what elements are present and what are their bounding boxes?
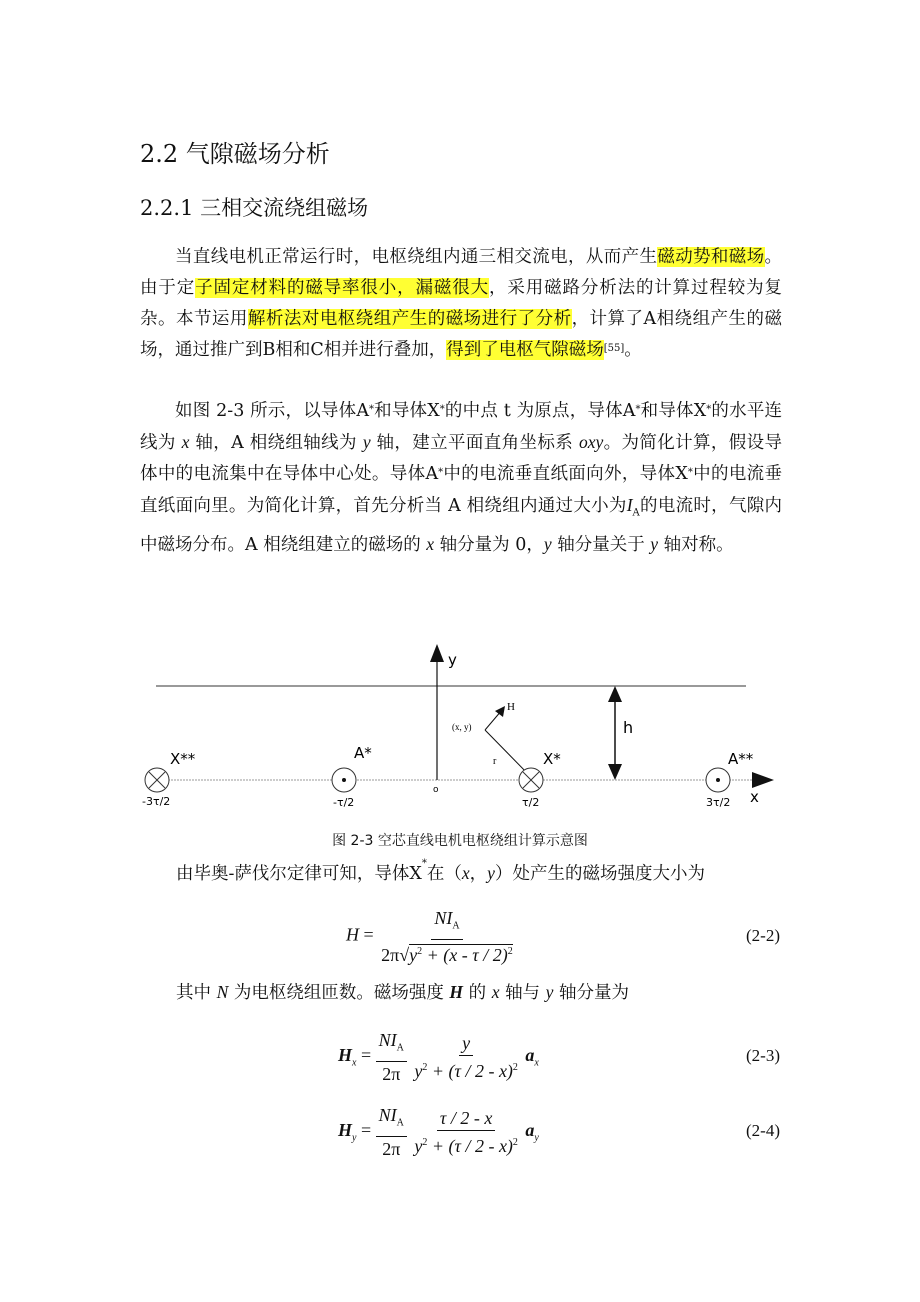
point-label: (x, y) [452, 722, 472, 732]
conductor-A-double-star [706, 750, 754, 809]
x-axis-arrow [752, 772, 774, 788]
subsection-title: 2.2.1 三相交流绕组磁场 [140, 196, 369, 220]
highlight-4: 得到了电枢气隙磁场 [446, 340, 604, 360]
svg-text:X**: X** [170, 750, 196, 768]
paragraph-1: 当直线电机正常运行时，电枢绕组内通三相交流电，从而产生磁动势和磁场。由于定子固定材料的磁导率很小，漏磁很大，采用磁路分析法的计算过程较为复杂。本节运用解析法对电枢绕组产生的磁场进行了分析，计算了A相绕组产生的磁场，通过推广到B相和C相并进行叠加，得到了电枢气隙磁场[55]。 [140, 247, 783, 360]
highlight-3: 解析法对电枢绕组产生的磁场进行了分析 [247, 309, 572, 329]
r-label: r [493, 756, 497, 767]
components-line: 其中 N 为电枢绕组匝数。磁场强度 H 的 x 轴与 y 轴分量为 [176, 982, 629, 1003]
equation-2-4: $H_y$ = $\frac{NI_A}{2\pi}$ $\frac{\tau / 2 - x}{y^2 + (\tau / 2 - x)^2}$ $a_y$ [338, 1105, 539, 1159]
highlight-2: 子固定材料的磁导率很小，漏磁很大 [195, 278, 489, 298]
h-arrow-bottom [608, 764, 622, 780]
equation-number-2-3: (2-3) [746, 1046, 780, 1065]
y-axis-arrow [430, 644, 444, 662]
equation-number-2-4: (2-4) [746, 1121, 780, 1140]
svg-text:τ/2: τ/2 [522, 796, 540, 809]
equation-2-3: $H_x$ = $\frac{NI_A}{2\pi}$ $\frac{y}{y^2 + (\tau / 2 - x)^2}$ $a_x$ [338, 1030, 539, 1084]
origin-label: o [433, 785, 439, 795]
conductor-A-star [332, 744, 372, 809]
equation-2-2: H = $\frac{NI_A}{2\pi√y^2 + (x - \tau / 2)^2}$ [346, 908, 513, 965]
conductor-X-double-star [142, 750, 196, 808]
H-label: H [507, 701, 515, 713]
svg-text:-τ/2: -τ/2 [333, 796, 355, 809]
citation: [55] [603, 343, 625, 354]
h-label: h [623, 718, 634, 737]
biot-savart-line: 由毕奥-萨伐尔定律可知，导体X*在（x，y）处产生的磁场强度大小为 [176, 858, 705, 884]
svg-text:3τ/2: 3τ/2 [706, 796, 731, 809]
svg-text:A*: A* [354, 744, 372, 762]
H-arrowhead [495, 706, 505, 717]
x-axis-label: x [750, 788, 759, 806]
svg-text:A**: A** [728, 750, 754, 768]
equation-number-2-2: (2-2) [746, 926, 780, 945]
highlight-1: 磁动势和磁场 [657, 247, 765, 267]
svg-text:X*: X* [543, 750, 561, 768]
y-axis-label: y [448, 651, 457, 669]
conductor-X-star [519, 750, 561, 809]
figure-caption: 图 2-3 空芯直线电机电枢绕组计算示意图 [332, 833, 588, 849]
svg-text:-3τ/2: -3τ/2 [142, 795, 171, 808]
h-arrow-top [608, 686, 622, 702]
section-title: 2.2 气隙磁场分析 [140, 140, 330, 168]
paragraph-2: 如图 2-3 所示，以导体A*和导体X*的中点 t 为原点，导体A*和导体X*的水平连线为 x 轴，A 相绕组轴线为 y 轴，建立平面直角坐标系 oxy。为简化计算，假设导体中的电流集中在导体中心处。导体A*中的电流垂直纸面向外，导体X*中的电流垂直纸面向里。为简化计算，首先分析当 A 相绕组内通过大小为$I_A$的电流时，气隙内中磁场分布。A 相绕组建立的磁场的 x 轴分量为 0，y 轴分量关于 y 轴对称。 [140, 401, 783, 555]
winding-diagram [0, 640, 920, 830]
